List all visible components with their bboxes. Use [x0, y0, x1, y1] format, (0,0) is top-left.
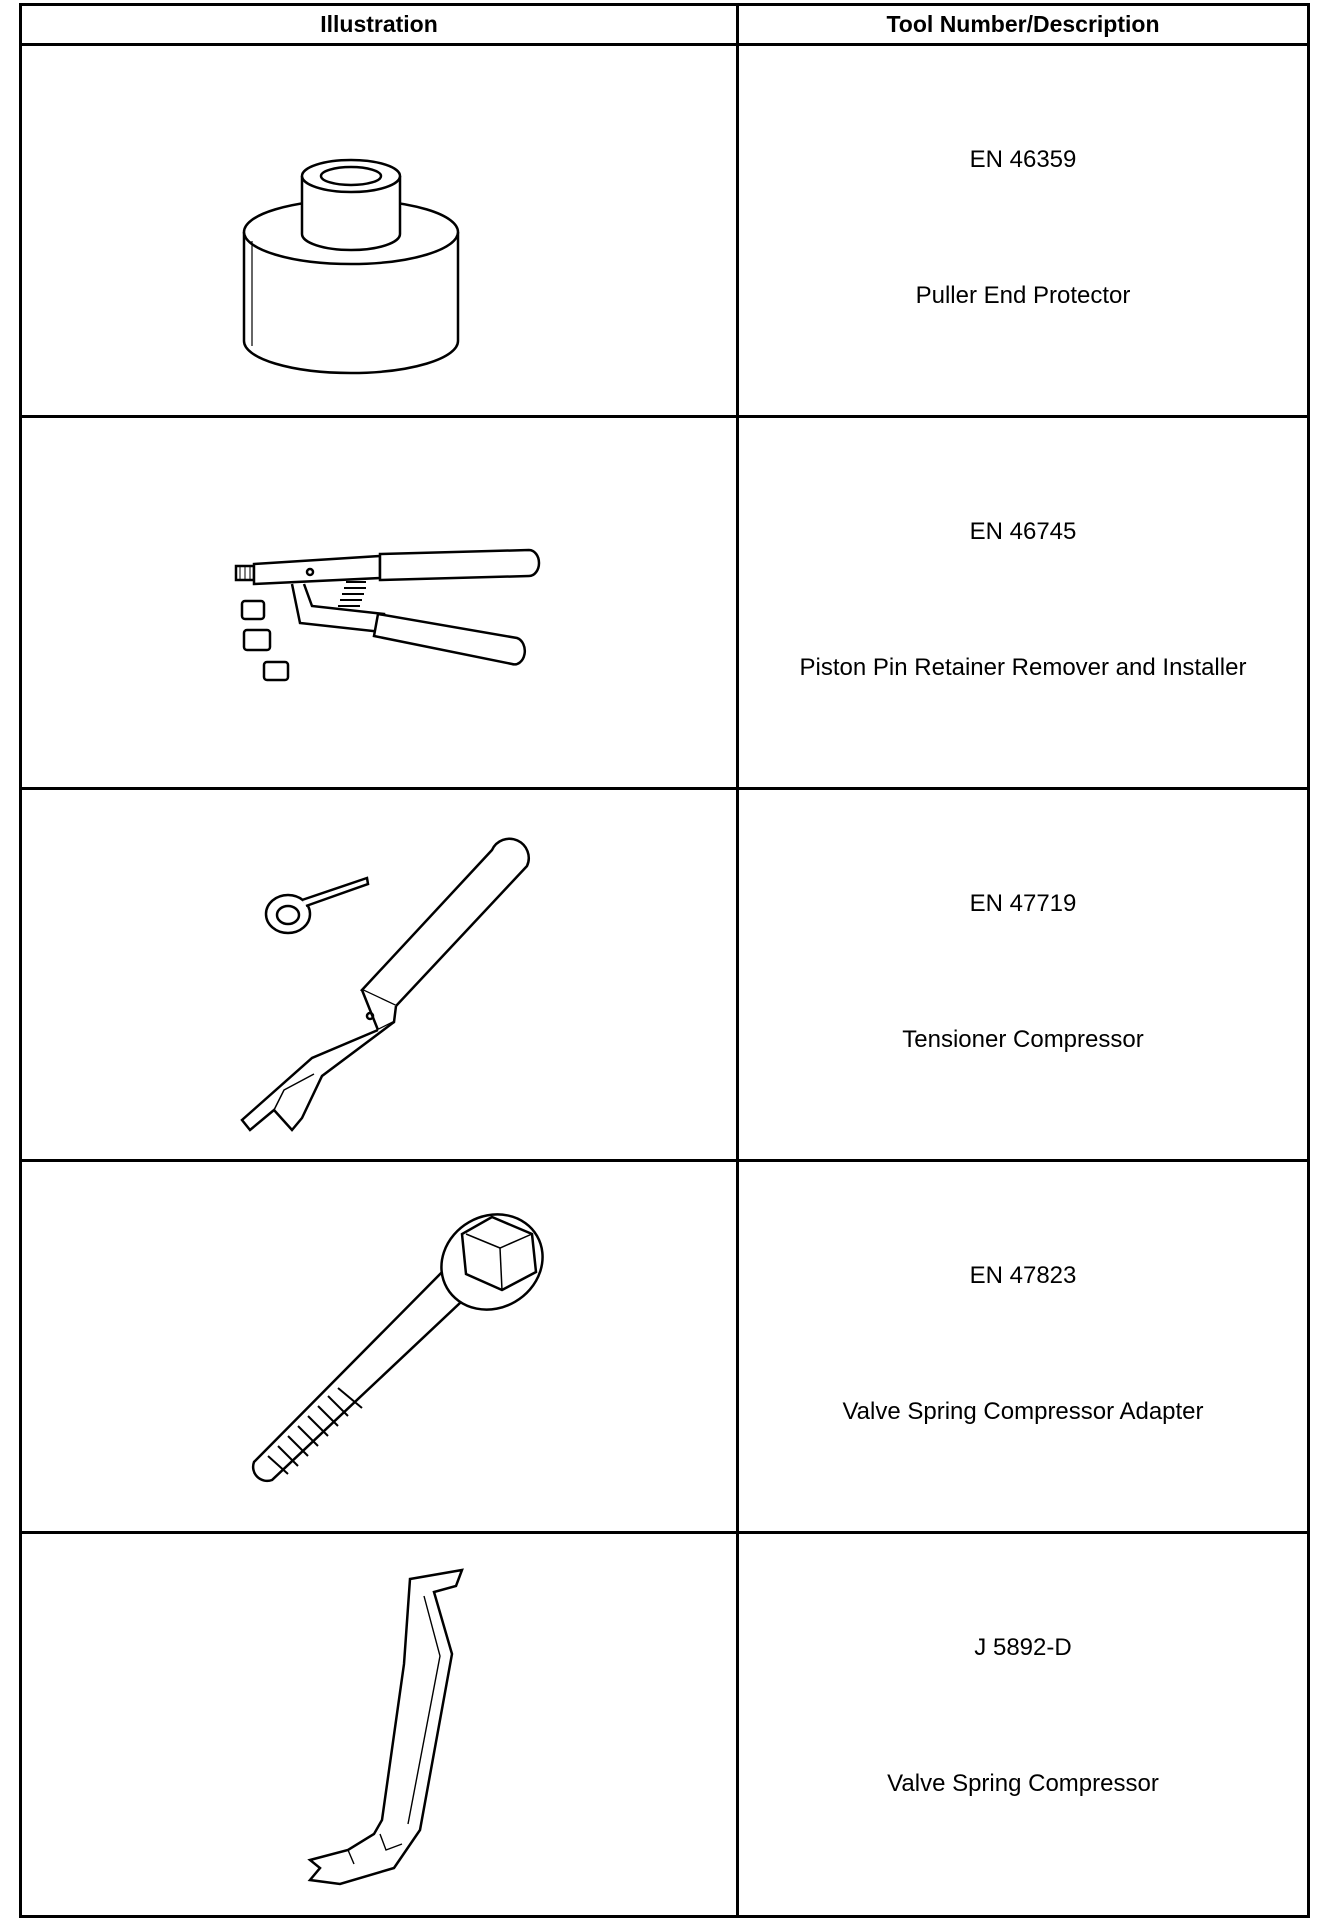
special-tools-table — [19, 3, 1310, 1918]
tool-number: EN 46745 — [969, 518, 1077, 545]
illustration-cell — [22, 790, 736, 1159]
header-tool-number-description: Tool Number/Description — [886, 11, 1160, 37]
valve-spring-compressor-icon — [22, 1534, 736, 1903]
illustration-cell — [22, 418, 736, 787]
tool-description: Valve Spring Compressor Adapter — [842, 1398, 1204, 1425]
puller-end-protector-icon — [22, 46, 736, 415]
tool-description: Piston Pin Retainer Remover and Installer — [799, 654, 1247, 681]
piston-pin-retainer-tool-icon — [22, 418, 736, 787]
table-row — [22, 790, 1307, 1162]
tool-cell — [739, 1162, 1307, 1531]
tool-cell — [739, 1534, 1307, 1906]
table-header — [22, 6, 1307, 46]
tool-cell — [739, 790, 1307, 1159]
tool-cell — [739, 46, 1307, 415]
tool-number: J 5892-D — [974, 1634, 1072, 1661]
tensioner-compressor-icon — [22, 790, 736, 1159]
tool-description: Puller End Protector — [915, 282, 1131, 309]
illustration-cell — [22, 46, 736, 415]
illustration-cell — [22, 1162, 736, 1531]
illustration-cell — [22, 1534, 736, 1906]
header-illustration: Illustration — [320, 11, 438, 37]
table-row — [22, 1162, 1307, 1534]
table-row — [22, 1534, 1307, 1906]
tool-cell — [739, 418, 1307, 787]
tool-description: Tensioner Compressor — [902, 1026, 1144, 1053]
tool-number: EN 47719 — [969, 890, 1077, 917]
table-row — [22, 418, 1307, 790]
valve-spring-compressor-adapter-icon — [22, 1162, 736, 1531]
tool-number: EN 46359 — [969, 146, 1077, 173]
table-row — [22, 46, 1307, 418]
tool-number: EN 47823 — [969, 1262, 1077, 1289]
tool-description: Valve Spring Compressor — [887, 1770, 1159, 1797]
